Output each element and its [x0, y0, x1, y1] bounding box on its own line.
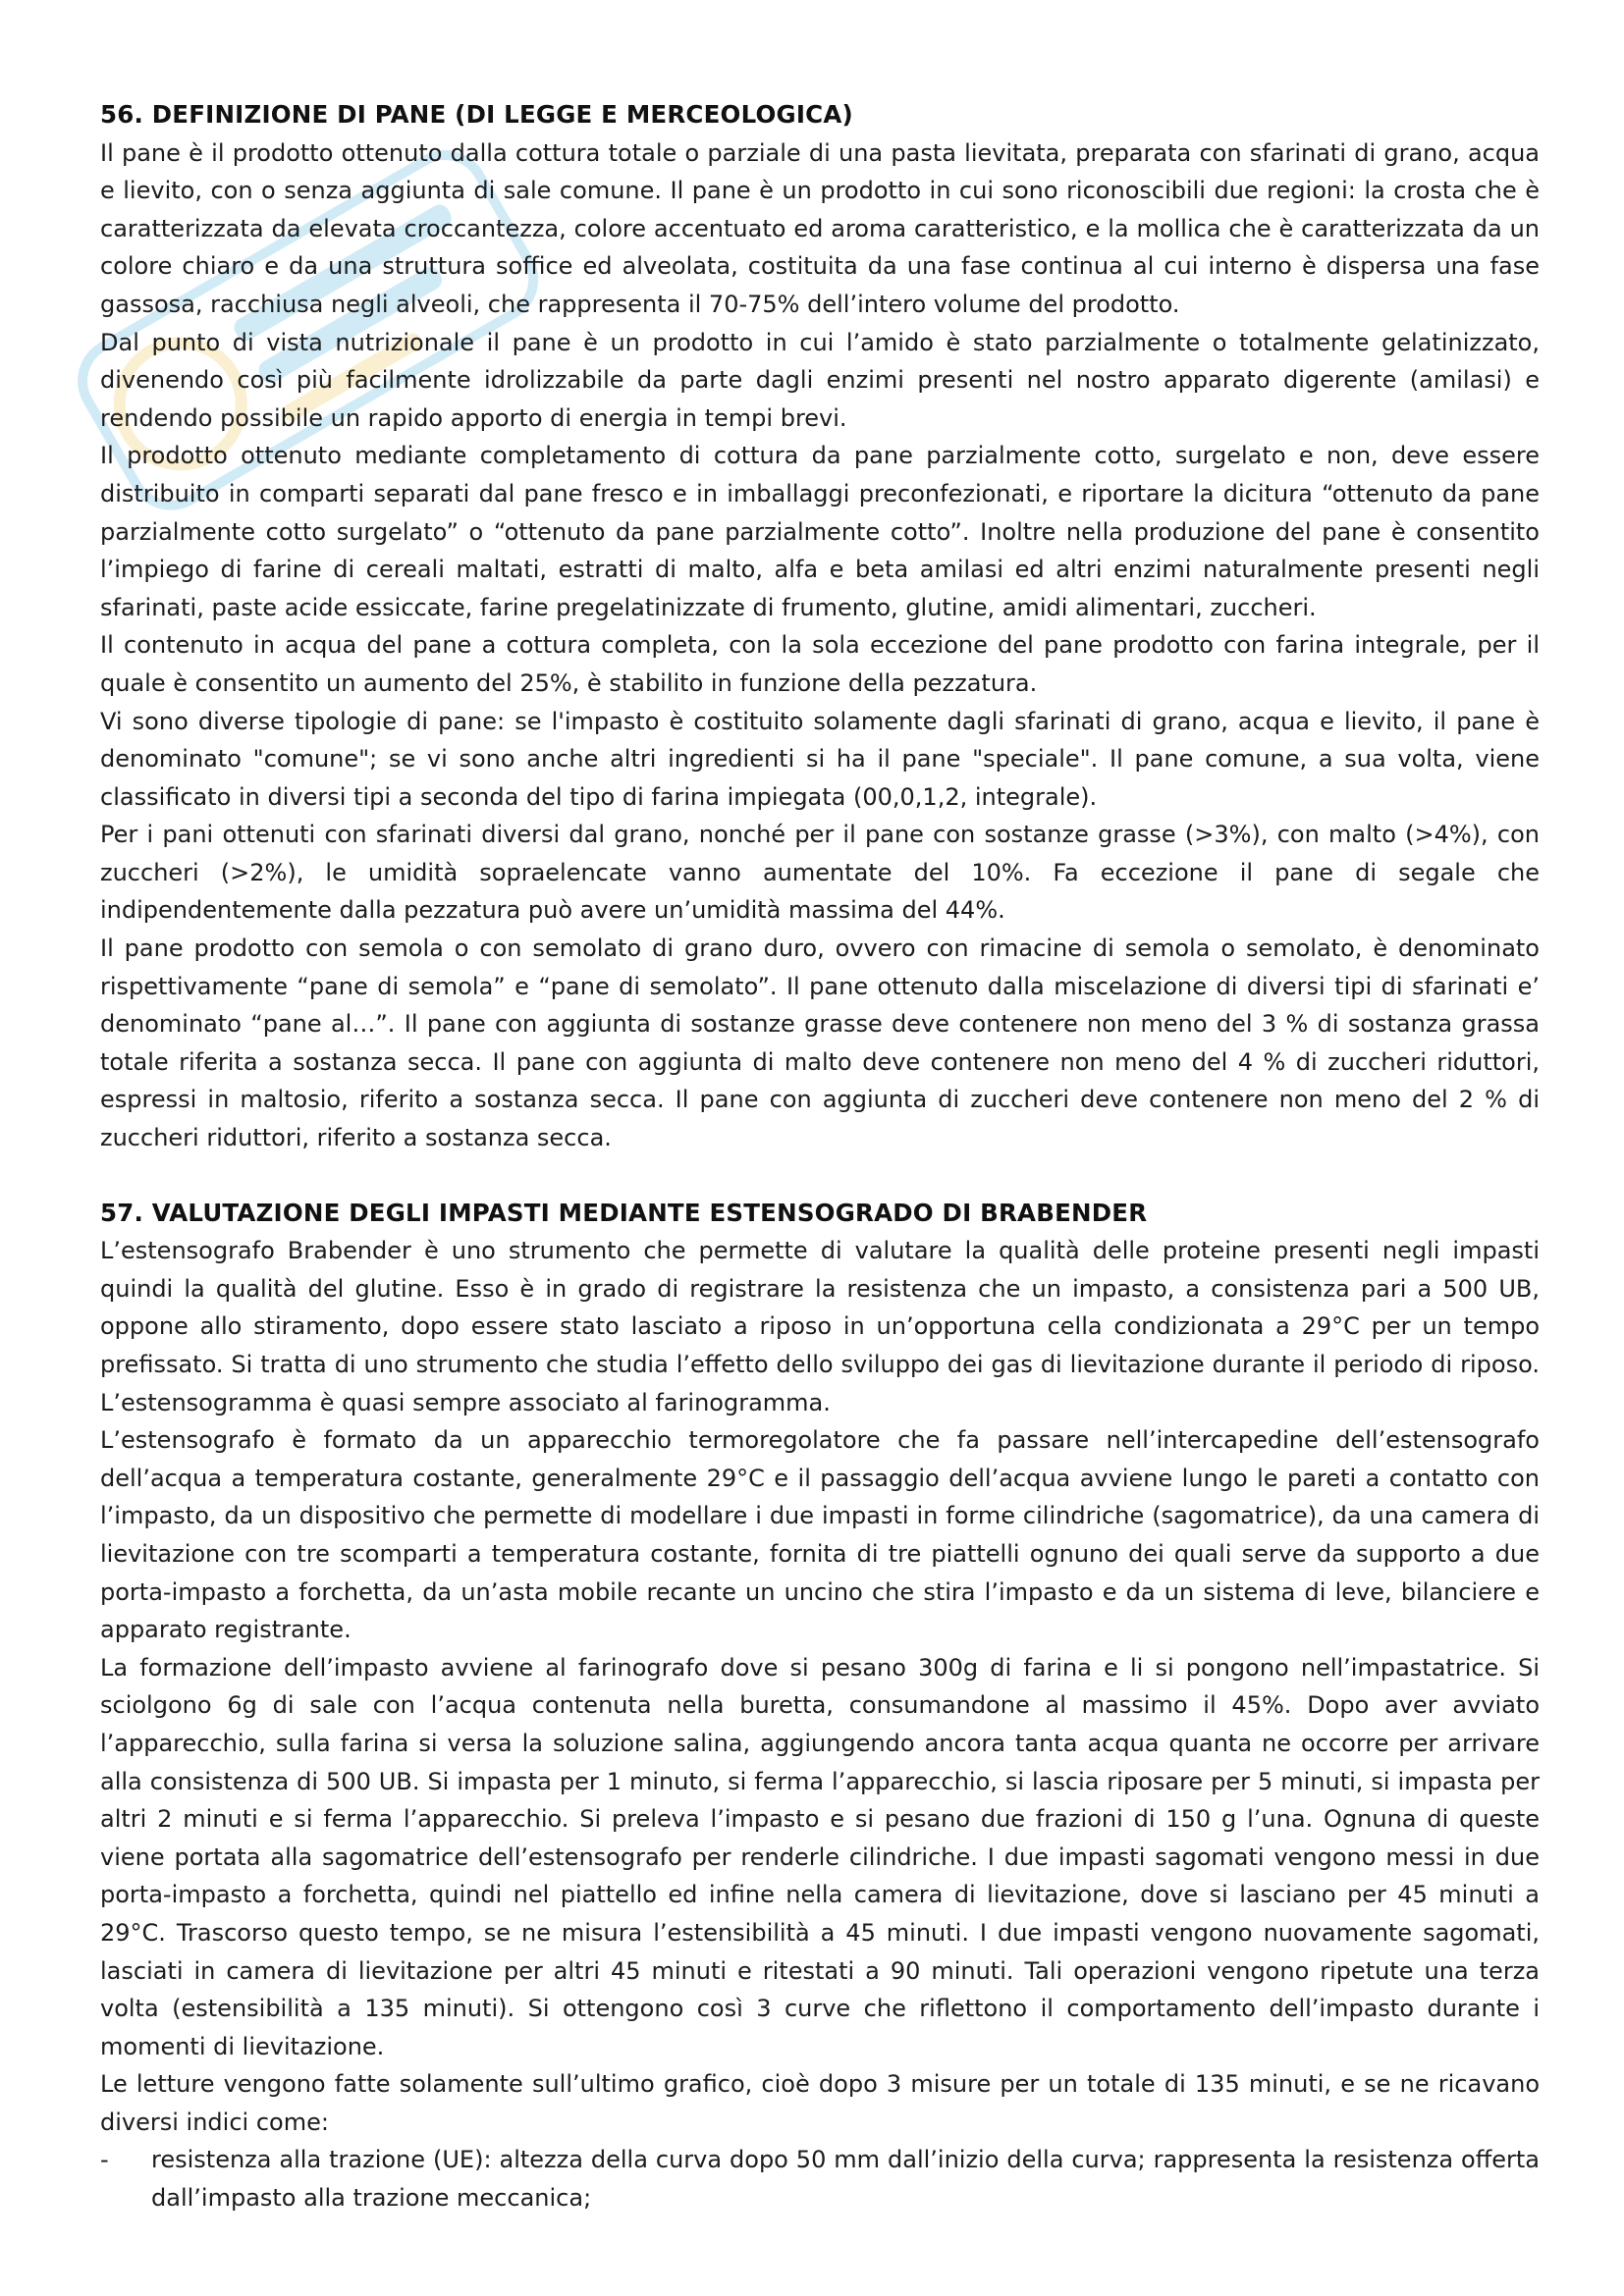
document-content	[100, 96, 1540, 2217]
section-57-paragraph: L’estensografo Brabender è uno strumento che permette di valutare la qualità delle proteine presenti negli impasti quindi la qualità del glutine. Esso è in grado di registrare la resistenza che un impasto, a consistenza pari a 500 UB, oppone allo stiramento, dopo essere stato lasciato a riposo in un’opportuna cella condizionata a 29°C per un tempo prefissato. Si tratta di uno strumento che studia l’effetto dello sviluppo dei gas di lievitazione durante il periodo di riposo. L’estensogramma è quasi sempre associato al farinogramma.	[100, 1237, 1540, 1416]
section-56-paragraph: Il pane prodotto con semola o con semolato di grano duro, ovvero con rimacine di semola o semolato, è denominato rispettivamente “pane di semola” e “pane di semolato”. Il pane ottenuto dalla miscelazione di diversi tipi di sfarinati e’ denominato “pane al…”. Il pane con aggiunta di sostanze grasse deve contenere non meno del 3 % di sostanza grassa totale riferita a sostanza secca. Il pane con aggiunta di malto deve contenere non meno del 4 % di zuccheri riduttori, espressi in maltosio, riferito a sostanza secca. Il pane con aggiunta di zuccheri deve contenere non meno del 2 % di zuccheri riduttori, riferito a sostanza secca.	[100, 934, 1540, 1152]
section-56-title: 56. DEFINIZIONE DI PANE (DI LEGGE E MERCEOLOGICA)	[100, 100, 853, 129]
list-item-text: resistenza alla trazione (UE): altezza della curva dopo 50 mm dall’inizio della curva; rappresenta la resistenza offerta dall’impasto alla trazione meccanica;	[151, 2146, 1540, 2213]
section-57-paragraph: Le letture vengono fatte solamente sull’ultimo grafico, cioè dopo 3 misure per un totale di 135 minuti, e se ne ricavano diversi indici come:	[100, 2070, 1540, 2136]
indices-list	[100, 2141, 1540, 2216]
section-spacer	[100, 1157, 1540, 1195]
list-item	[100, 2141, 1540, 2216]
section-56-paragraph: Il prodotto ottenuto mediante completamento di cottura da pane parzialmente cotto, surgelato e non, deve essere distribuito in comparti separati dal pane fresco e in imballaggi preconfezionati, e riportare la dicitura “ottenuto da pane parzialmente cotto surgelato” o “ottenuto da pane parzialmente cotto”. Inoltre nella produzione del pane è consentito l’impiego di farine di cereali maltati, estratti di malto, alfa e beta amilasi ed altri enzimi naturalmente presenti negli sfarinati, paste acide essiccate, farine pregelatinizzate di frumento, glutine, amidi alimentari, zuccheri.	[100, 442, 1540, 621]
section-57-paragraph: La formazione dell’impasto avviene al farinografo dove si pesano 300g di farina e li si pongono nell’impastatrice. Si sciolgono 6g di sale con l’acqua contenuta nella buretta, consumandone al massimo il 45%. Dopo aver avviato l’apparecchio, sulla farina si versa la soluzione salina, aggiungendo ancora tanta acqua quanta ne occorre per arrivare alla consistenza di 500 UB. Si impasta per 1 minuto, si ferma l’apparecchio, si lascia riposare per 5 minuti, si impasta per altri 2 minuti e si ferma l’apparecchio. Si preleva l’impasto e si pesano due frazioni di 150 g l’una. Ognuna di queste viene portata alla sagomatrice dell’estensografo per renderle cilindriche. I due impasti sagomati vengono messi in due porta-impasto a forchetta, quindi nel piattello ed infine nella camera di lievitazione, dove si lasciano per 45 minuti a 29°C. Trascorso questo tempo, se ne misura l’estensibilità a 45 minuti. I due impasti vengono nuovamente sagomati, lasciati in camera di lievitazione per altri 45 minuti e ritestati a 90 minuti. Tali operazioni vengono ripetute una terza volta (estensibilità a 135 minuti). Si ottengono così 3 curve che riflettono il comportamento dell’impasto durante i momenti di lievitazione.	[100, 1653, 1540, 2060]
section-56-paragraph: Dal punto di vista nutrizionale il pane è un prodotto in cui l’amido è stato parzialmente o totalmente gelatinizzato, divenendo così più facilmente idrolizzabile da parte dagli enzimi presenti nel nostro apparato digerente (amilasi) e rendendo possibile un rapido apporto di energia in tempi brevi.	[100, 328, 1540, 432]
section-57-title: 57. VALUTAZIONE DEGLI IMPASTI MEDIANTE ESTENSOGRADO DI BRABENDER	[100, 1198, 1148, 1227]
section-56-paragraph: Per i pani ottenuti con sfarinati diversi dal grano, nonché per il pane con sostanze grasse (>3%), con malto (>4%), con zuccheri (>2%), le umidità sopraelencate vanno aumentate del 10%. Fa eccezione il pane di segale che indipendentemente dalla pezzatura può avere un’umidità massima del 44%.	[100, 821, 1540, 925]
section-57-paragraph: L’estensografo è formato da un apparecchio termoregolatore che fa passare nell’intercapedine dell’estensografo dell’acqua a temperatura costante, generalmente 29°C e il passaggio dell’acqua avviene lungo le pareti a contatto con l’impasto, da un dispositivo che permette di modellare i due impasti in forme cilindriche (sagomatrice), da una camera di lievitazione con tre scomparti a temperatura costante, fornita di tre piattelli ognuno dei quali serve da supporto a due porta-impasto a forchetta, da un’asta mobile recante un uncino che stira l’impasto e da un sistema di leve, bilanciere e apparato registrante.	[100, 1426, 1540, 1644]
section-56-paragraph: Il contenuto in acqua del pane a cottura completa, con la sola eccezione del pane prodotto con farina integrale, per il quale è consentito un aumento del 25%, è stabilito in funzione della pezzatura.	[100, 631, 1540, 697]
section-56-paragraph: Vi sono diverse tipologie di pane: se l'impasto è costituito solamente dagli sfarinati di grano, acqua e lievito, il pane è denominato "comune"; se vi sono anche altri ingredienti si ha il pane "speciale". Il pane comune, a sua volta, viene classificato in diversi tipi a seconda del tipo di farina impiegata (00,0,1,2, integrale).	[100, 707, 1540, 811]
list-bullet: -	[100, 2146, 109, 2174]
section-56-paragraph: Il pane è il prodotto ottenuto dalla cottura totale o parziale di una pasta lievitata, preparata con sfarinati di grano, acqua e lievito, con o senza aggiunta di sale comune. Il pane è un prodotto in cui sono riconoscibili due regioni: la crosta che è caratterizzata da elevata croccantezza, colore accentuato ed aroma caratteristico, e la mollica che è caratterizzata da un colore chiaro e da una struttura soffice ed alveolata, costituita da una fase continua al cui interno è dispersa una fase gassosa, racchiusa negli alveoli, che rappresenta il 70-75% dell’intero volume del prodotto.	[100, 138, 1540, 318]
